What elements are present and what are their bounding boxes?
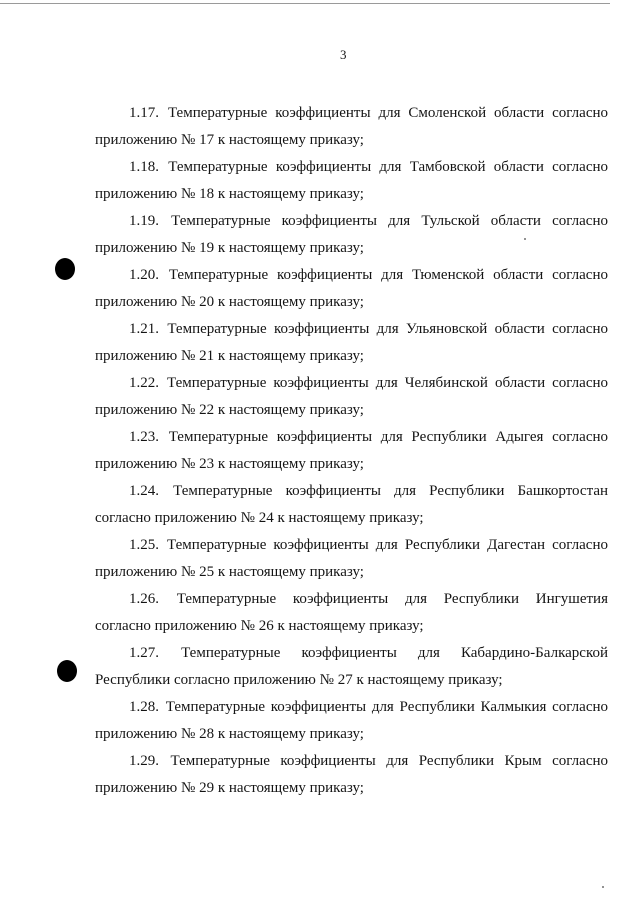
item-text-line1: Температурные коэффициенты для Республики Дагестан согласно [167, 537, 608, 553]
list-item [95, 532, 608, 586]
item-text-line1: Температурные коэффициенты для Республики Адыгея согласно [168, 429, 608, 445]
item-number: 1.27. [129, 645, 159, 661]
item-number: 1.22. [129, 375, 159, 391]
item-text-line2: приложению № 28 к настоящему приказу; [95, 726, 364, 742]
list-item [95, 424, 608, 478]
item-number: 1.19. [129, 213, 159, 229]
list-item [95, 100, 608, 154]
list-item [95, 208, 608, 262]
item-text-line2: приложению № 25 к настоящему приказу; [95, 564, 364, 580]
item-text-line1: Температурные коэффициенты для Республики Ингушетия [176, 591, 608, 607]
punch-hole-top [55, 258, 75, 280]
item-number: 1.17. [129, 105, 159, 121]
item-number: 1.18. [129, 159, 159, 175]
item-number: 1.21. [129, 321, 159, 337]
item-number: 1.29. [129, 753, 159, 769]
list-item [95, 262, 608, 316]
list-item [95, 640, 608, 694]
scan-speck [602, 886, 604, 888]
item-number: 1.28. [129, 699, 159, 715]
item-number: 1.26. [129, 591, 159, 607]
item-text-line2: Республики согласно приложению № 27 к настоящему приказу; [95, 672, 503, 688]
list-item [95, 478, 608, 532]
item-text-line1: Температурные коэффициенты для Тюменской области согласно [168, 267, 608, 283]
punch-hole-bottom [57, 660, 77, 682]
item-number: 1.25. [129, 537, 159, 553]
item-text-line1: Температурные коэффициенты для Кабардино-Балкарской [181, 645, 608, 661]
item-text-line2: приложению № 22 к настоящему приказу; [95, 402, 364, 418]
item-text-line2: приложению № 20 к настоящему приказу; [95, 294, 364, 310]
item-text-line2: приложению № 18 к настоящему приказу; [95, 186, 364, 202]
item-text-line1: Температурные коэффициенты для Тамбовской области согласно [168, 159, 608, 175]
item-text-line1: Температурные коэффициенты для Республики Башкортостан [173, 483, 608, 499]
item-text-line1: Температурные коэффициенты для Республики Крым согласно [170, 753, 608, 769]
item-number: 1.24. [129, 483, 159, 499]
page-number: 3 [340, 47, 347, 62]
item-text-line1: Температурные коэффициенты для Челябинской области согласно [167, 375, 608, 391]
item-text-line2: приложению № 17 к настоящему приказу; [95, 132, 364, 148]
item-text-line2: согласно приложению № 26 к настоящему приказу; [95, 618, 424, 634]
list-item [95, 154, 608, 208]
top-edge-line [0, 3, 610, 4]
list-item [95, 316, 608, 370]
item-text-line2: согласно приложению № 24 к настоящему приказу; [95, 510, 424, 526]
item-text-line1: Температурные коэффициенты для Республики Калмыкия согласно [165, 699, 608, 715]
list-item [95, 748, 608, 802]
document-body [95, 100, 608, 802]
item-number: 1.20. [129, 267, 159, 283]
item-text-line2: приложению № 19 к настоящему приказу; [95, 240, 364, 256]
item-text-line2: приложению № 21 к настоящему приказу; [95, 348, 364, 364]
item-text-line2: приложению № 29 к настоящему приказу; [95, 780, 364, 796]
item-text-line1: Температурные коэффициенты для Ульяновской области согласно [167, 321, 608, 337]
item-text-line1: Температурные коэффициенты для Тульской области согласно [171, 213, 608, 229]
item-text-line1: Температурные коэффициенты для Смоленской области согласно [167, 105, 608, 121]
list-item [95, 586, 608, 640]
item-text-line2: приложению № 23 к настоящему приказу; [95, 456, 364, 472]
item-number: 1.23. [129, 429, 159, 445]
list-item [95, 694, 608, 748]
list-item [95, 370, 608, 424]
